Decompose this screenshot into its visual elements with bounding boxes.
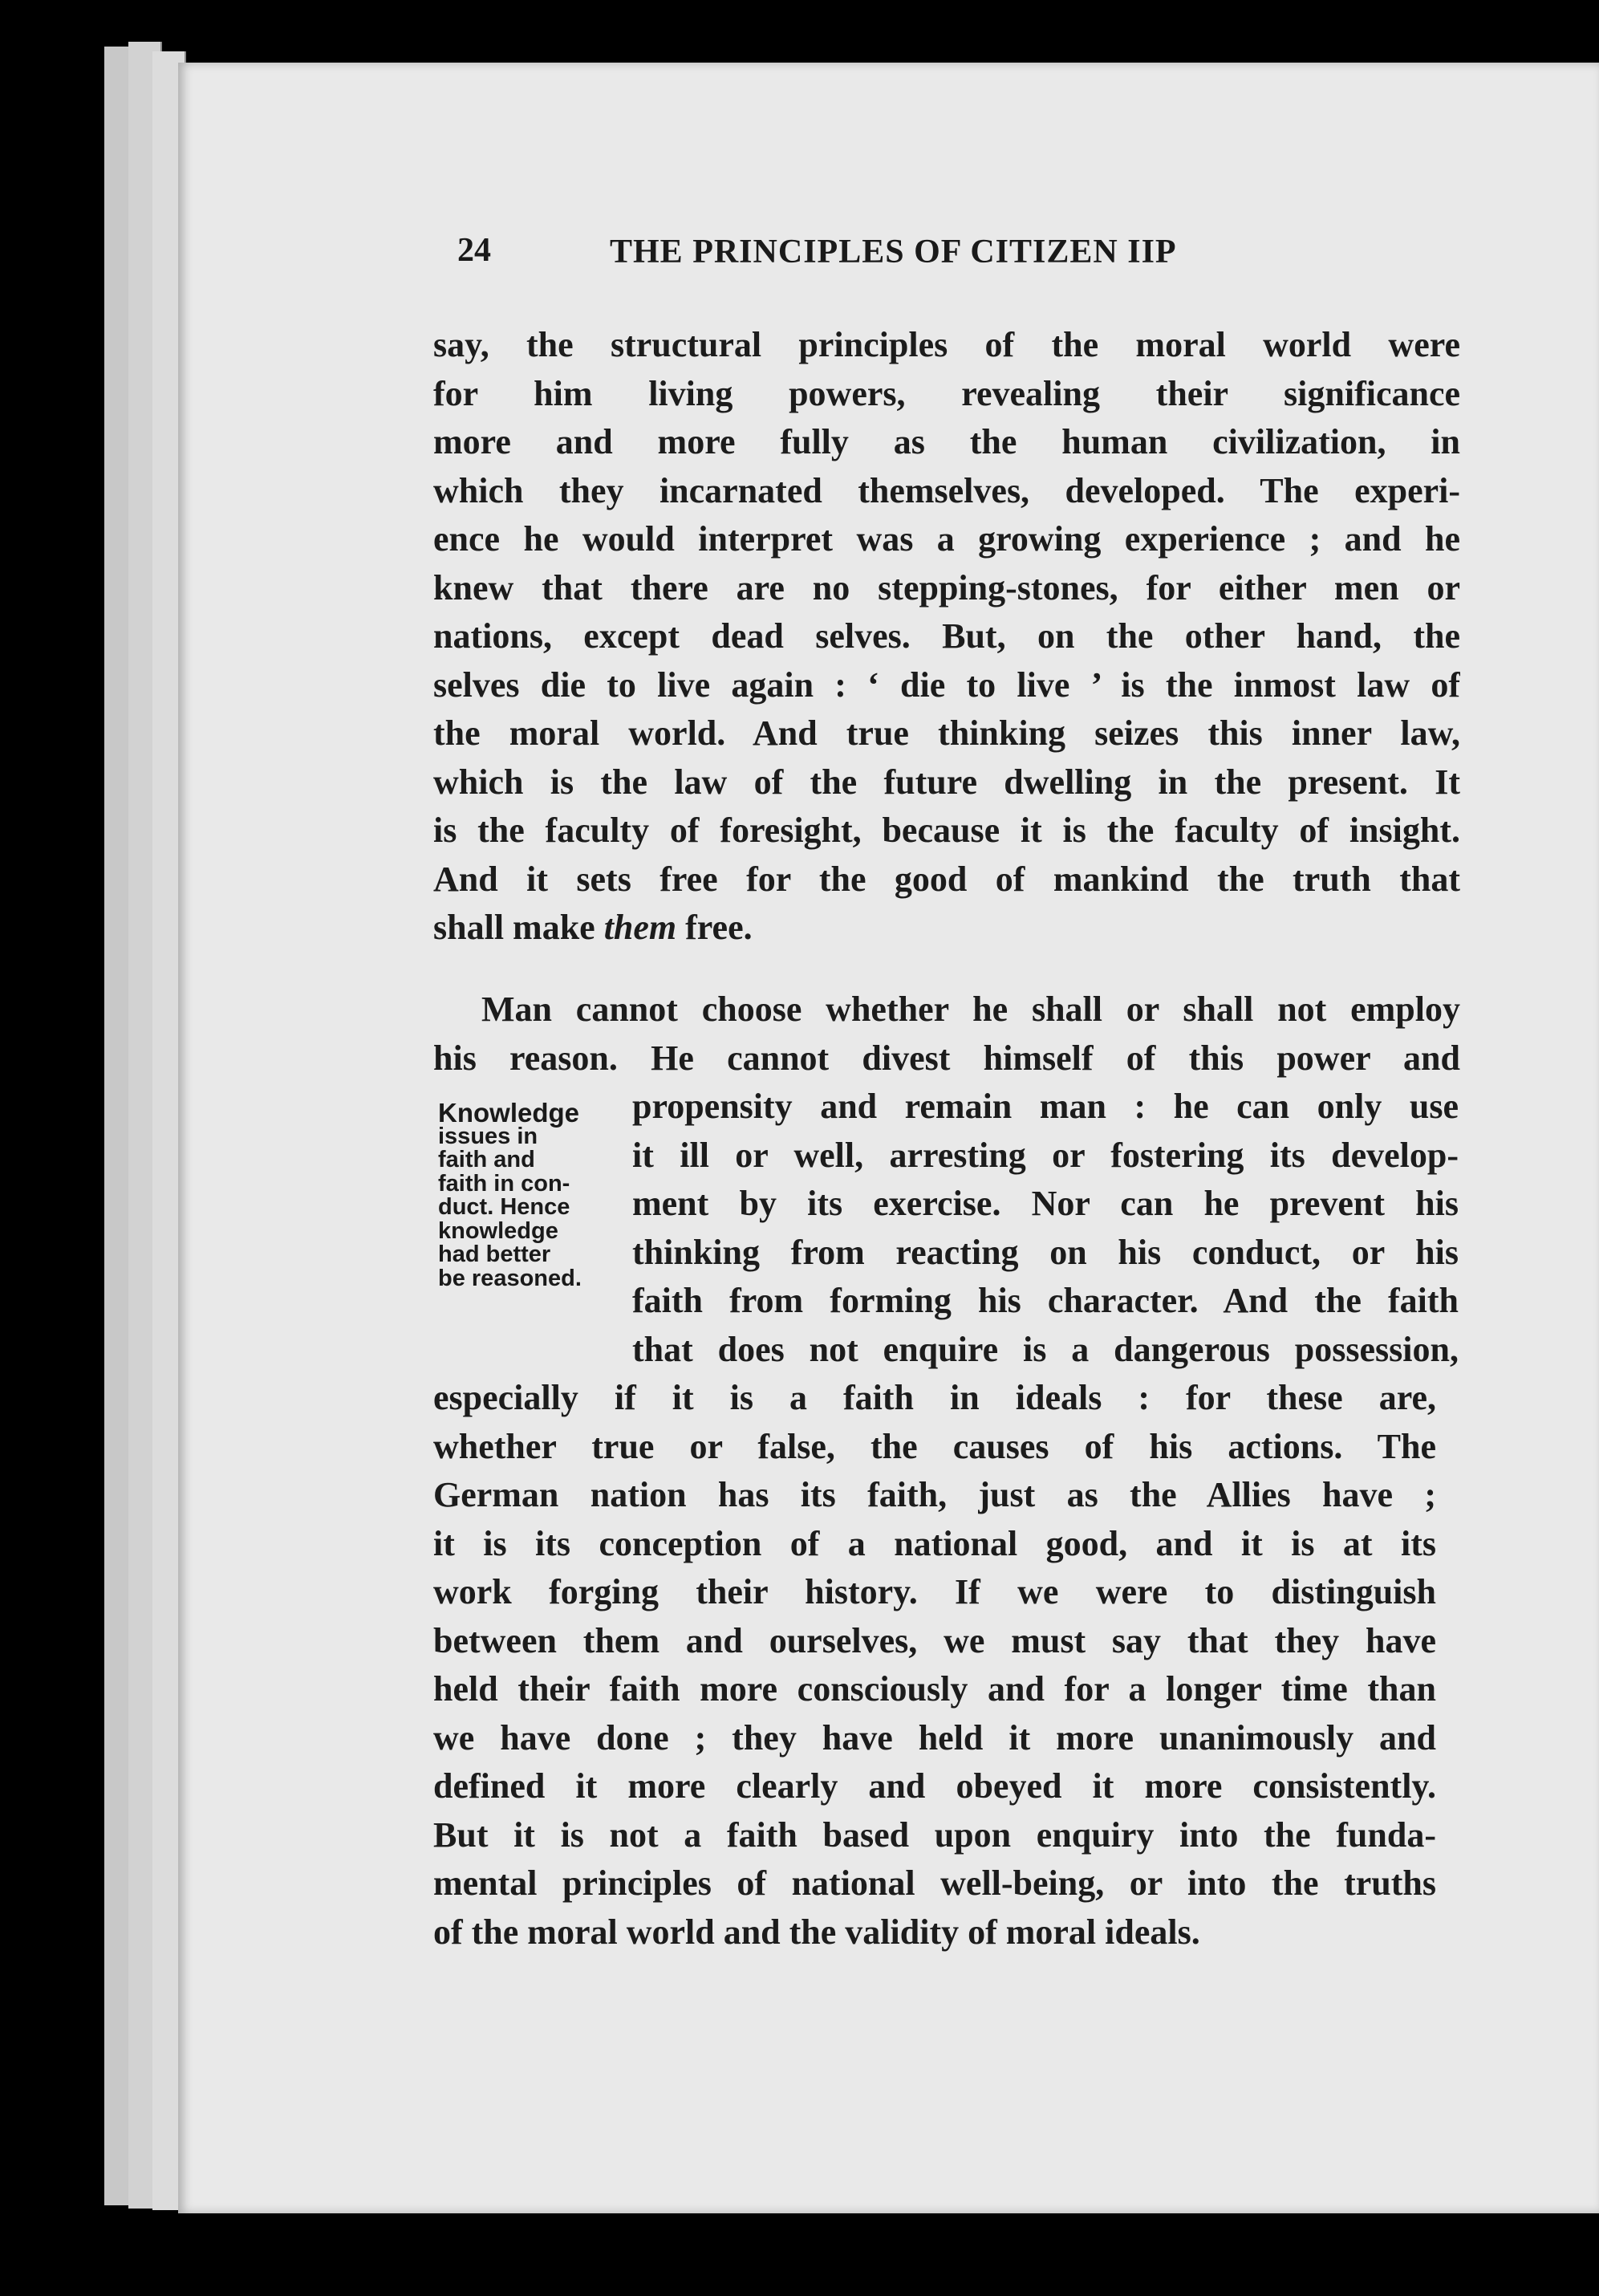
text-line: it ill or well, arresting or fostering its develop- (632, 1135, 1459, 1175)
marginal-note-line: be reasoned. (438, 1265, 582, 1291)
text-line: held their faith more consciously and for a longer time than (433, 1669, 1436, 1709)
text-line: And it sets free for the good of mankind the truth that (433, 859, 1460, 899)
running-head (457, 231, 1581, 287)
text-line: more and more fully as the human civilization, in (433, 422, 1460, 461)
text-line: for him living powers, revealing their significance (433, 373, 1460, 413)
text-line: propensity and remain man : he can only use (632, 1087, 1459, 1126)
marginal-note-line: knowledge (438, 1217, 558, 1244)
running-head-title: THE PRINCIPLES OF CITIZEN IIP (610, 234, 1177, 270)
text-line: between them and ourselves, we must say that they have (433, 1620, 1436, 1660)
marginal-note-line: duct. Hence (438, 1194, 570, 1220)
text-line: knew that there are no stepping-stones, for either men or (433, 567, 1460, 608)
text-line: we have done ; they have held it more unanimously and (433, 1717, 1436, 1758)
marginal-note-line: Knowledge (438, 1098, 580, 1128)
paragraph-2-continuation (433, 1374, 1436, 1957)
marginal-note-line: faith and (438, 1147, 535, 1172)
text-line: that does not enquire is a dangerous possession, (632, 1329, 1459, 1369)
text-line: mental principles of national well-being, or into the truths (433, 1863, 1436, 1903)
text-line: Man cannot choose whether he shall or shall not employ (481, 990, 1460, 1029)
text-line: especially if it is a faith in ideals : for these are, (433, 1378, 1436, 1417)
paragraph-2-beside-note (632, 1083, 1459, 1374)
text-line: the moral world. And true thinking seizes this inner law, (433, 713, 1460, 753)
text-line: nations, except dead selves. But, on the other hand, the (433, 616, 1460, 656)
paragraph-1 (433, 321, 1460, 953)
text-line: of the moral world and the validity of moral ideals. (433, 1912, 1200, 1952)
text-line: shall make them free. (433, 908, 753, 947)
text-line: defined it more clearly and obeyed it more consistently. (433, 1766, 1436, 1806)
text-line: which they incarnated themselves, developed. The experi- (433, 470, 1460, 510)
marginal-note-line: faith in con- (438, 1170, 570, 1197)
text-line: say, the structural principles of the moral world were (433, 325, 1460, 364)
text-line: German nation has its faith, just as the Allies have ; (433, 1475, 1436, 1514)
text-line: whether true or false, the causes of his actions. The (433, 1426, 1436, 1466)
page-number: 24 (457, 232, 491, 269)
text-line: But it is not a faith based upon enquiry into the funda- (433, 1814, 1436, 1855)
text-line: faith from forming his character. And the faith (632, 1281, 1459, 1320)
text-line: which is the law of the future dwelling in the present. It (433, 762, 1460, 802)
text-line: thinking from reacting on his conduct, or his (632, 1232, 1459, 1272)
text-line: ment by its exercise. Nor can he prevent his (632, 1184, 1459, 1223)
text-line: selves die to live again : ‘ die to live ’ is the inmost law of (433, 664, 1460, 705)
text-line: his reason. He cannot divest himself of this power and (433, 1038, 1460, 1078)
marginal-note-line: issues in (438, 1123, 538, 1149)
text-line: it is its conception of a national good, and it is at its (433, 1523, 1436, 1563)
marginal-note (438, 1098, 631, 1291)
text-line: work forging their history. If we were to distinguish (433, 1572, 1436, 1611)
paragraph-2-opening (433, 985, 1460, 1083)
text-line: is the faculty of foresight, because it is the faculty of insight. (433, 811, 1460, 850)
marginal-note-line: had better (438, 1241, 551, 1267)
text-line: ence he would interpret was a growing experience ; and he (433, 519, 1460, 559)
